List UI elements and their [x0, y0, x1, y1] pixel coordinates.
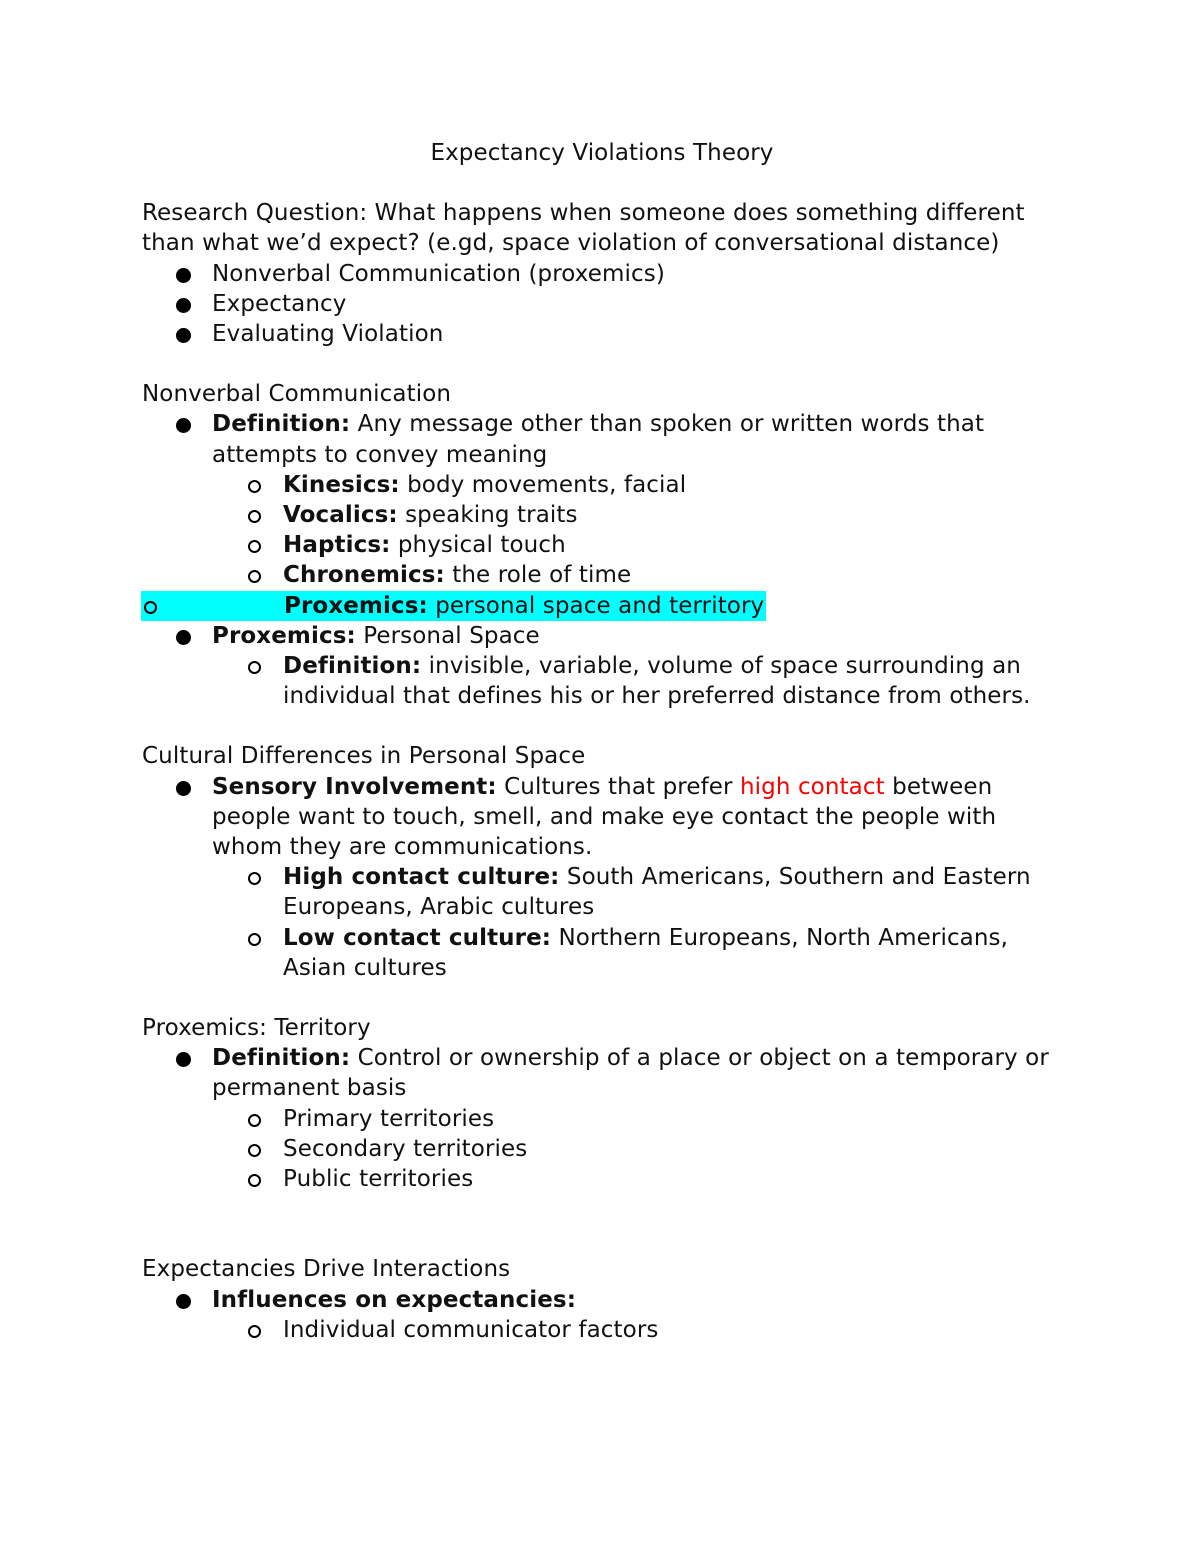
nonverbal-type-item — [212, 560, 1062, 590]
sensory-involvement-item — [142, 772, 1062, 983]
type-term: Vocalics: — [283, 502, 398, 529]
culture-term: High contact culture: — [283, 864, 560, 891]
type-term: Proxemics: — [284, 592, 428, 619]
definition-text: Any message other than spoken or written words that attempts to convey meaning — [212, 411, 985, 468]
nonverbal-list — [142, 409, 1062, 711]
definition-text: Control or ownership of a place or object on a temporary or permanent basis — [212, 1045, 1049, 1102]
hollow-bullet-icon — [248, 540, 261, 553]
hollow-bullet-icon — [248, 1114, 261, 1127]
nonverbal-types-list — [212, 470, 1062, 621]
influences-label: Influences on expectancies: — [212, 1286, 577, 1313]
hollow-bullet-icon — [248, 1144, 261, 1157]
hollow-bullet-icon — [248, 570, 261, 583]
definition-text: invisible, variable, volume of space surrounding an individual that defines his or her preferred distance from others. — [283, 653, 1031, 710]
filled-bullet-icon — [176, 781, 191, 796]
territory-list — [142, 1043, 1062, 1194]
nonverbal-type-item — [212, 500, 1062, 530]
culture-text: Northern Europeans, North Americans, Asian cultures — [283, 924, 1009, 981]
culture-term: Low contact culture: — [283, 924, 552, 951]
hollow-bullet-icon — [248, 661, 261, 674]
research-bullet-text: Nonverbal Communication (proxemics) — [212, 260, 665, 287]
filled-bullet-icon — [176, 268, 191, 283]
territory-type-text: Primary territories — [283, 1105, 495, 1132]
hollow-bullet-icon — [248, 933, 261, 946]
influence-text: Individual communicator factors — [283, 1316, 659, 1343]
nonverbal-type-item — [212, 530, 1062, 560]
research-question-label: Research Question: — [142, 200, 368, 227]
definition-term: Definition: — [283, 653, 422, 680]
contact-culture-item — [212, 862, 1062, 922]
filled-bullet-icon — [176, 328, 191, 343]
hollow-bullet-icon — [248, 872, 261, 885]
contact-culture-list — [212, 862, 1062, 983]
contact-culture-item — [212, 923, 1062, 983]
research-question-text: What happens when someone does something different than what we’d expect? (e.gd, space violation of conversational distance) — [142, 200, 1025, 257]
type-text: the role of time — [444, 562, 632, 589]
culture-text: South Americans, Southern and Eastern Europeans, Arabic cultures — [283, 864, 1031, 921]
hollow-bullet-icon — [248, 1174, 261, 1187]
personal-space-item — [142, 621, 1062, 712]
territory-definition-item — [142, 1043, 1062, 1194]
nonverbal-heading: Nonverbal Communication — [142, 381, 452, 408]
type-text: personal space and territory — [427, 592, 765, 619]
influence-item — [212, 1315, 1062, 1345]
expectancies-list — [142, 1285, 1062, 1345]
territory-heading: Proxemics: Territory — [142, 1015, 371, 1042]
filled-bullet-icon — [176, 298, 191, 313]
document-content — [142, 138, 1062, 1345]
research-bullet-item — [142, 259, 1062, 289]
hollow-bullet-icon — [144, 601, 157, 614]
personal-space-term: Proxemics: — [212, 622, 356, 649]
type-text: speaking traits — [397, 502, 578, 529]
influences-list — [212, 1315, 1062, 1345]
definition-term: Definition: — [212, 411, 351, 438]
influences-item — [142, 1285, 1062, 1345]
research-bullet-text: Evaluating Violation — [212, 321, 444, 348]
personal-space-text: Personal Space — [355, 622, 540, 649]
type-term: Chronemics: — [283, 562, 445, 589]
highlighted-content — [247, 593, 764, 619]
territory-type-text: Public territories — [283, 1166, 474, 1193]
personal-space-list — [212, 651, 1062, 711]
high-contact-emphasis: high contact — [739, 773, 885, 800]
nonverbal-definition-item — [142, 409, 1062, 620]
territory-type-item — [212, 1164, 1062, 1194]
sensory-term: Sensory Involvement: — [212, 773, 497, 800]
type-term: Kinesics: — [283, 471, 400, 498]
territory-types-list — [212, 1104, 1062, 1195]
territory-type-item — [212, 1104, 1062, 1134]
research-bullet-list — [142, 259, 1062, 350]
sensory-text-post: between people want to touch, smell, and make eye contact the people with whom they are communications. — [212, 773, 997, 861]
document-title: Expectancy Violations Theory — [430, 140, 774, 166]
highlighted-line — [141, 591, 766, 621]
cultural-heading: Cultural Differences in Personal Space — [142, 743, 586, 770]
research-bullet-item — [142, 289, 1062, 319]
nonverbal-type-item-highlighted — [141, 591, 1062, 621]
hollow-bullet-icon — [248, 510, 261, 523]
territory-type-text: Secondary territories — [283, 1135, 528, 1162]
type-term: Haptics: — [283, 532, 391, 559]
hollow-bullet-icon — [248, 1325, 261, 1338]
personal-space-definition-item — [212, 651, 1062, 711]
cultural-list — [142, 772, 1062, 983]
territory-type-item — [212, 1134, 1062, 1164]
type-text: body movements, facial — [399, 471, 687, 498]
research-bullet-item — [142, 319, 1062, 349]
filled-bullet-icon — [176, 418, 191, 433]
definition-term: Definition: — [212, 1045, 351, 1072]
filled-bullet-icon — [176, 1294, 191, 1309]
filled-bullet-icon — [176, 1052, 191, 1067]
research-bullet-text: Expectancy — [212, 290, 347, 317]
expectancies-heading: Expectancies Drive Interactions — [142, 1256, 511, 1283]
research-question — [142, 198, 1062, 258]
sensory-text-pre: Cultures that prefer — [496, 773, 740, 800]
filled-bullet-icon — [176, 630, 191, 645]
hollow-bullet-icon — [248, 480, 261, 493]
nonverbal-type-item — [212, 470, 1062, 500]
type-text: physical touch — [390, 532, 566, 559]
